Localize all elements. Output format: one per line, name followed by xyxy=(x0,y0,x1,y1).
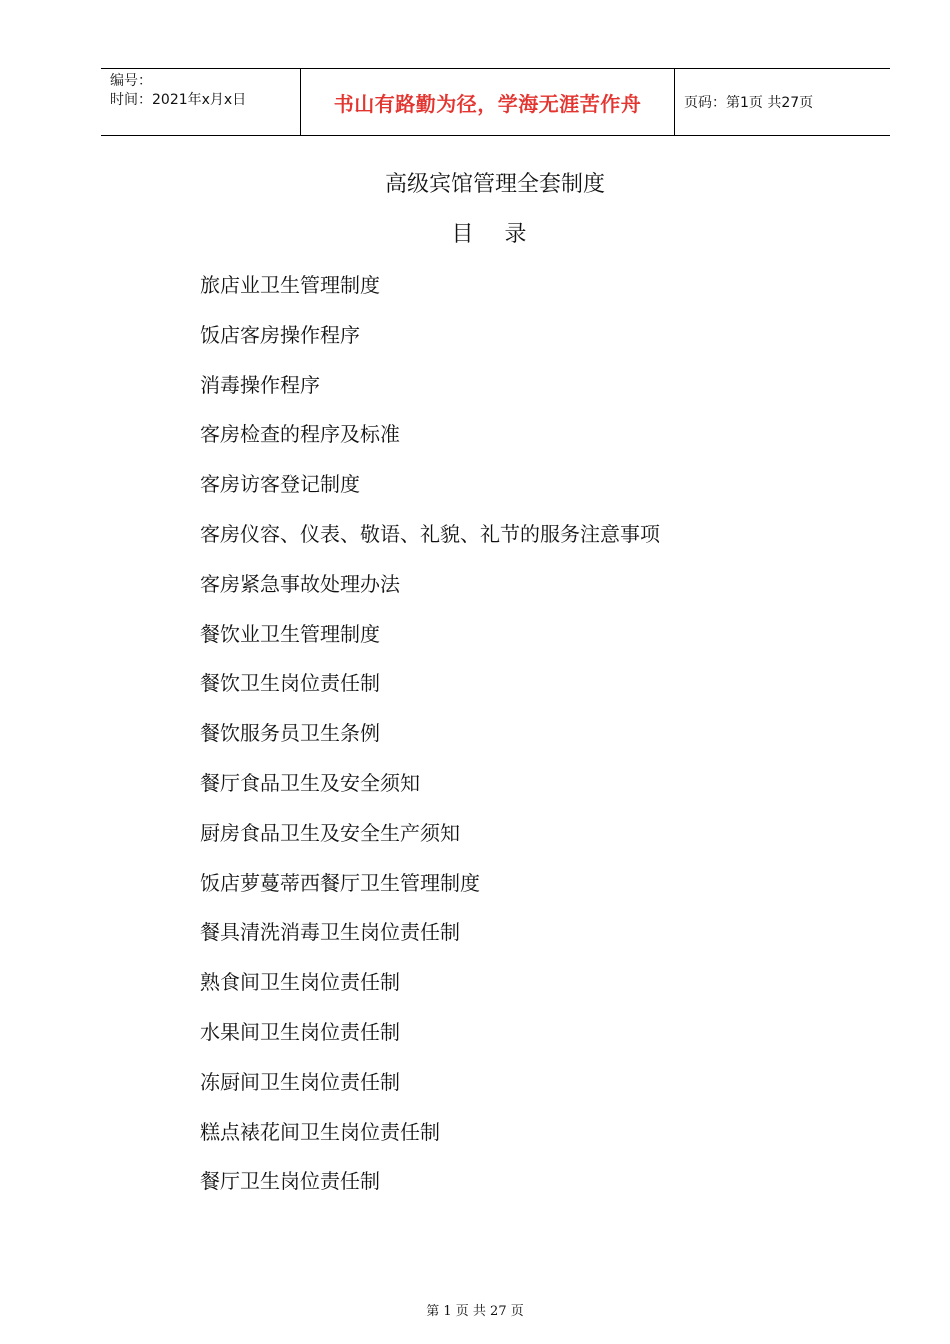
toc-item: 客房紧急事故处理办法 xyxy=(200,571,400,596)
serial-label: 编号： xyxy=(110,73,152,89)
toc-item: 客房访客登记制度 xyxy=(200,472,360,497)
toc-item: 饭店萝蔓蒂西餐厅卫生管理制度 xyxy=(200,870,480,895)
page-header xyxy=(101,68,890,136)
toc-item: 水果间卫生岗位责任制 xyxy=(200,1019,400,1044)
toc-item: 餐具清洗消毒卫生岗位责任制 xyxy=(200,920,460,945)
toc-item: 饭店客房操作程序 xyxy=(200,322,360,347)
table-of-contents xyxy=(200,270,660,1216)
document-title: 高级宾馆管理全套制度 xyxy=(384,172,605,197)
header-page-info: 页码：第1页 共27页 xyxy=(684,95,814,111)
toc-item: 冻厨间卫生岗位责任制 xyxy=(200,1069,400,1094)
toc-item: 餐饮服务员卫生条例 xyxy=(200,721,380,746)
toc-item: 客房检查的程序及标准 xyxy=(200,422,400,447)
toc-item: 熟食间卫生岗位责任制 xyxy=(200,970,400,995)
toc-heading: 目 录 xyxy=(451,222,539,247)
toc-item: 旅店业卫生管理制度 xyxy=(200,273,380,297)
toc-item: 餐饮业卫生管理制度 xyxy=(200,621,380,646)
toc-item: 厨房食品卫生及安全生产须知 xyxy=(200,820,460,845)
toc-item: 消毒操作程序 xyxy=(200,372,320,397)
date-label: 时间：2021年x月x日 xyxy=(110,92,247,108)
toc-item: 餐厅卫生岗位责任制 xyxy=(200,1169,380,1194)
toc-item: 餐饮卫生岗位责任制 xyxy=(200,671,380,696)
toc-item: 糕点裱花间卫生岗位责任制 xyxy=(200,1119,440,1144)
header-meta-cell xyxy=(101,69,301,135)
header-motto: 书山有路勤为径，学海无涯苦作舟 xyxy=(301,69,675,135)
toc-item: 客房仪容、仪表、敬语、礼貌、礼节的服务注意事项 xyxy=(200,521,660,546)
page-footer: 第 1 页 共 27 页 xyxy=(426,1304,524,1319)
toc-item: 餐厅食品卫生及安全须知 xyxy=(200,770,420,795)
